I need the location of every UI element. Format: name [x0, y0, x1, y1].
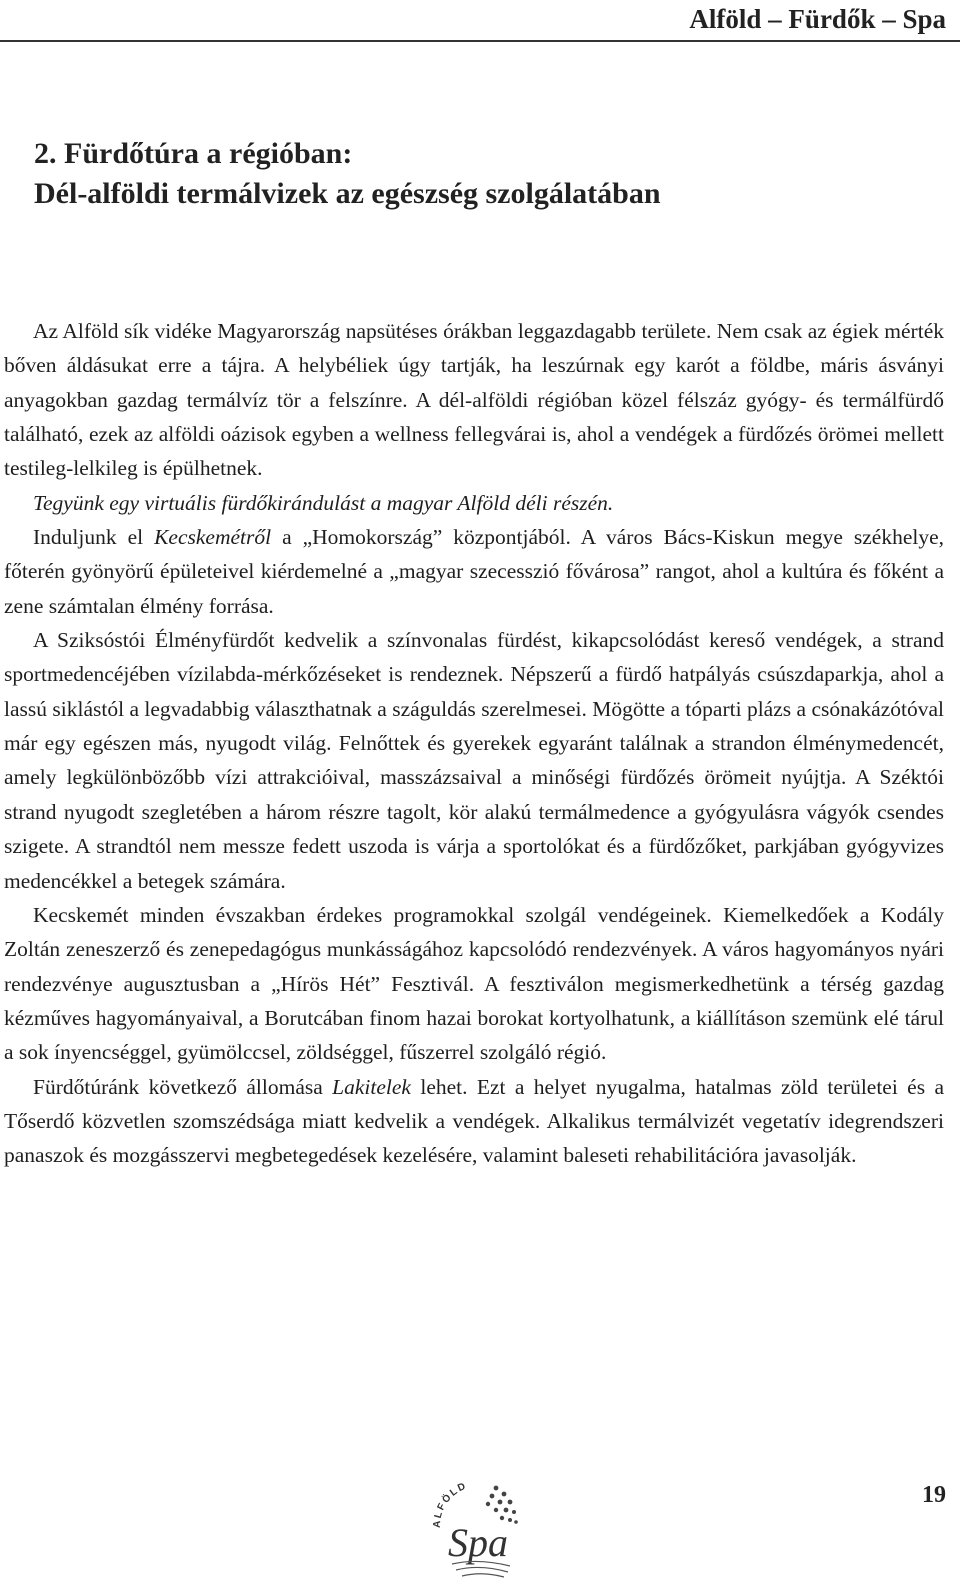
text-run: Induljunk el — [33, 525, 155, 550]
paragraph-virtual-tour — [4, 486, 944, 520]
chapter-title-line-1: 2. Fürdőtúra a régióban: — [34, 137, 353, 170]
text-run: lehet. Ezt a helyet nyugalma, hatalmas zöld területei és a Tőserdő közvetlen szomszédsága miatt kedvelik a vendégek. Alkalikus termálvizét vegetatív idegrendszeri panaszok és mozgásszervi megbetegedések kezelésére, valamint baleseti rehabilitációra javasolják. — [4, 1074, 945, 1168]
place-name-kecskemet: Kecskemétről — [154, 525, 272, 550]
alfold-spa-logo — [418, 1458, 538, 1582]
page-number: 19 — [922, 1482, 946, 1508]
body-text — [4, 314, 944, 1173]
running-header: Alföld – Fürdők – Spa — [689, 4, 946, 34]
header-rule — [0, 40, 960, 42]
logo-ring-text: ALFÖLD — [431, 1480, 470, 1529]
paragraph-programs: Kecskemét minden évszakban érdekes programokkal szolgál vendégeinek. Kiemelkedőek a Kodály Zoltán zeneszerző és zenepedagógus munkásságához kapcsolódó rendezvények. A város hagyományos nyári rendezvénye augusztusban a „Hírös Hét” Fesztivál. A fesztiválon megismerkedhetünk a térség gazdag kézműves hagyományaival, a Borutcában finom hazai borokat kortyolhatunk, a kiállításon szemünk elé tárul a sok ínyencséggel, gyümölccsel, zöldséggel, fűszerrel szolgáló régió. — [4, 902, 944, 1065]
text-run: Fürdőtúránk következő állomása — [33, 1074, 333, 1099]
paragraph-lakitelek — [4, 1070, 944, 1173]
logo-sun-rays — [486, 1486, 518, 1524]
paragraph-kecskemet — [4, 520, 944, 623]
place-name-lakitelek: Lakitelek — [332, 1074, 411, 1099]
paragraph-szikso: A Sziksóstói Élményfürdőt kedvelik a színvonalas fürdést, kikapcsolódást kereső vendégek, a strand sportmedencéjében vízilabda-mérkőzéseket is rendeznek. Népszerű a fürdő hatpályás csúszdaparkja, ahol a lassú siklástól a legvadabbig választhatnak a száguldás szerelmesei. Mögötte a tóparti plázs a csónakázótóval már egy egészen más, nyugodt világ. Felnőttek és gyerekek egyaránt találnak a strandon élménymedencét, amely legkülönbözőbb vízi attrakcióival, masszázsaival a minőségi fürdőzés örömeit nyújtja. A Széktói strand nyugodt szegletében a három részre tagolt, kör alakú termálmedence a gyógyulásra vágyók csendes szigete. A strandtól nem messze fedett uszoda is várja a sportolókat és a fürdőzőket, parkjában gyógyvizes medencékkel a betegek számára. — [4, 628, 944, 893]
chapter-title — [34, 134, 661, 214]
logo-script: Spa — [448, 1520, 508, 1565]
italic-sentence: Tegyünk egy virtuális fürdőkirándulást a magyar Alföld déli részén. — [33, 490, 614, 515]
paragraph-intro: Az Alföld sík vidéke Magyarország napsütéses órákban leggazdagabb területe. Nem csak az égiek mérték bőven áldásukat erre a tájra. A helybéliek úgy tartják, ha leszúrnak egy karót a földbe, máris ásványi anyagokban gazdag termálvíz tör a felszínre. A dél-alföldi régióban közel félszáz gyógy- és termálfürdő található, ezek az alföldi oázisok egyben a wellness fellegvárai is, ahol a vendégek a fürdőzés örömei mellett testileg-lelkileg is épülhetnek. — [4, 319, 944, 481]
chapter-title-line-2: Dél-alföldi termálvizek az egészség szolgálatában — [34, 177, 661, 210]
text-run: a „Homokország” központjából. A város Bács-Kiskun megye székhelye, főterén gyönyörű épületeivel kiérdemelné a „magyar szecesszió fővárosa” rangot, ahol a kultúra és főként a zene számtalan élmény forrása. — [4, 525, 945, 618]
